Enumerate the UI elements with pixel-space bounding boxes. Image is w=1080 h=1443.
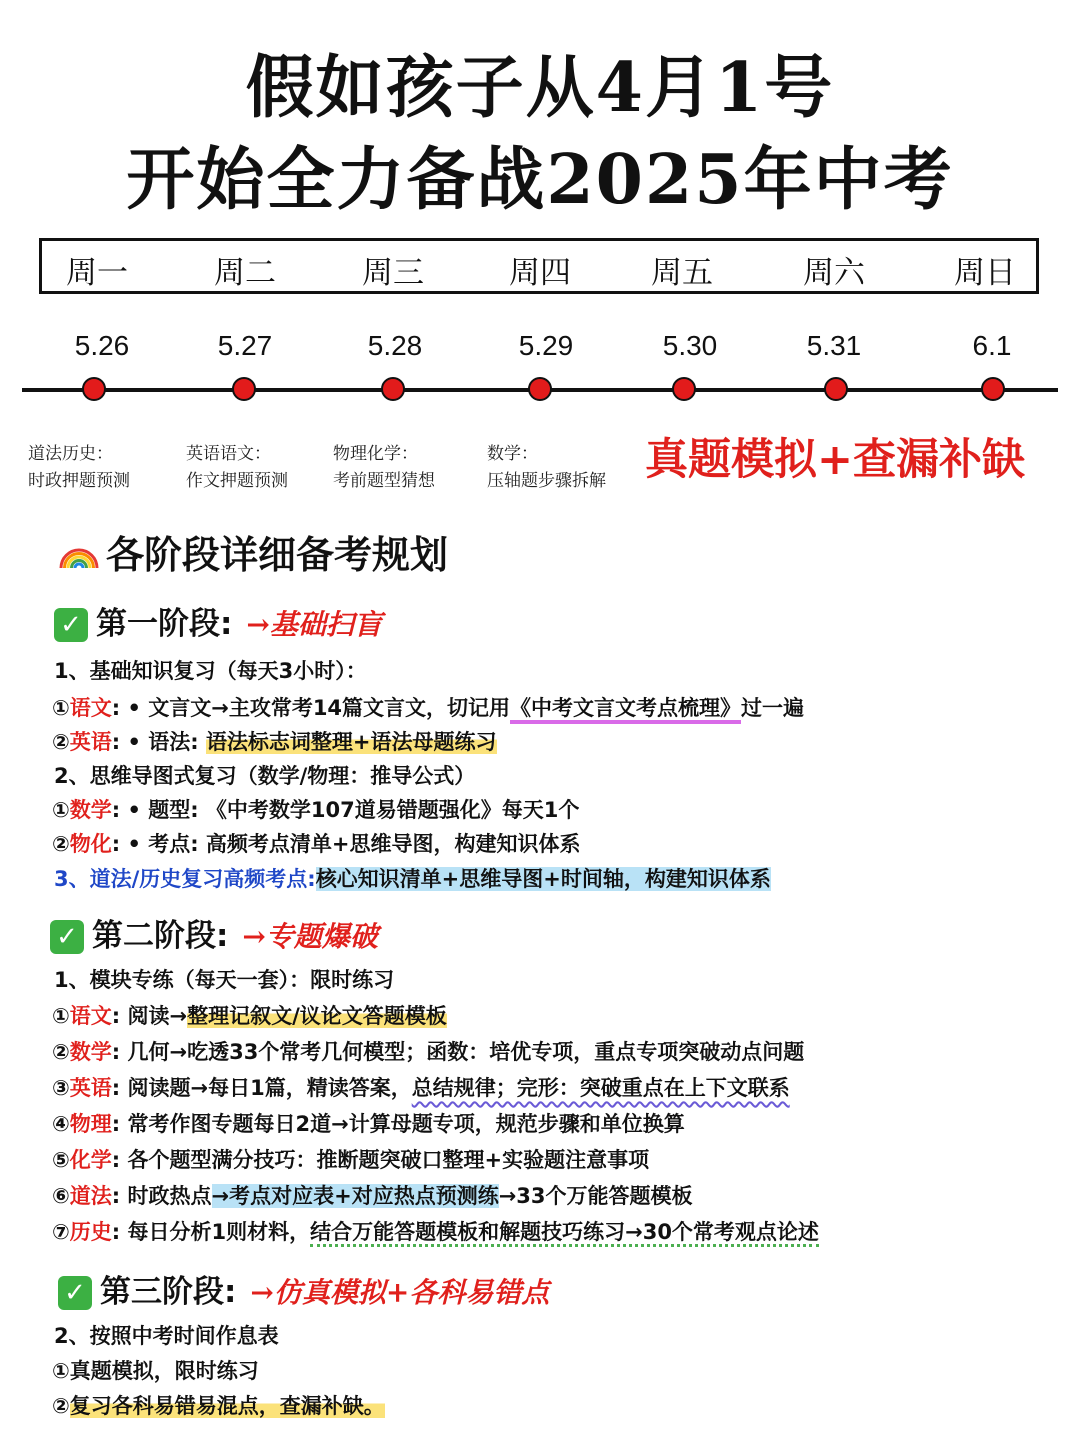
subject-label: 英语 — [69, 730, 112, 754]
subject-task: 作文押题预测 — [186, 471, 288, 491]
highlight-text: 《中考文言文考点梳理》 — [510, 696, 741, 724]
item-title: 3、道法/历史复习高频考点: — [54, 867, 316, 891]
item-mark: ① — [52, 1004, 70, 1028]
subject-task: 压轴题步骤拆解 — [487, 471, 606, 491]
check-icon: ✓ — [58, 1276, 92, 1310]
date-label: 5.31 — [806, 330, 862, 361]
timeline-dot — [824, 377, 848, 401]
plan-heading — [58, 524, 448, 579]
subject-block — [186, 441, 288, 495]
item-text: : 每日分析1则材料， — [111, 1220, 311, 1244]
timeline-dot — [381, 377, 405, 401]
date-label: 5.28 — [367, 330, 423, 361]
stage-2-line — [52, 1216, 819, 1246]
subject-label: 道法 — [69, 1184, 112, 1208]
item-mark: ① — [52, 798, 70, 822]
highlight-text: 结合万能答题模板和解题技巧练习→30个常考观点论述 — [310, 1220, 819, 1247]
item-mark: ② — [52, 832, 70, 856]
date-label: 6.1 — [972, 330, 1012, 361]
item-mark: ⑦ — [52, 1220, 70, 1244]
rainbow-icon — [58, 542, 100, 570]
subject-name: 英语语文： — [186, 444, 271, 464]
highlight-text: 总结规律；完形：突破重点在上下文联系 — [411, 1076, 790, 1100]
check-icon: ✓ — [50, 920, 84, 954]
stage-2-line — [52, 1108, 685, 1138]
stage-2-line — [52, 1000, 447, 1030]
highlight-text: →考点对应表+对应热点预测练 — [211, 1184, 499, 1208]
stage-1-heading — [54, 598, 382, 643]
subject-label: 物理 — [69, 1112, 112, 1136]
weekday-tue: 周二 — [214, 255, 276, 291]
item-text: →33个万能答题模板 — [498, 1184, 693, 1208]
item-text: : 常考作图专题每日2道→计算母题专项，规范步骤和单位换算 — [111, 1112, 685, 1136]
weekday-wed: 周三 — [362, 255, 424, 291]
weekday-thu: 周四 — [509, 255, 571, 291]
item-mark: ① — [52, 696, 70, 720]
date-label: 5.26 — [74, 330, 130, 361]
item-text: : • 题型: 《中考数学107道易错题强化》每天1个 — [111, 798, 580, 822]
stage-1-focus: →基础扫盲 — [246, 608, 382, 641]
subject-label: 化学 — [69, 1148, 112, 1172]
stage-1-math — [52, 794, 579, 824]
stage-3-item: 2、按照中考时间作息表 — [54, 1324, 279, 1348]
timeline-dot — [232, 377, 256, 401]
subject-block — [28, 441, 130, 495]
weekday-mon: 周一 — [66, 255, 128, 291]
highlight-text: 整理记叙文/议论文答题模板 — [187, 1004, 447, 1028]
item-text: : 阅读题→每日1篇，精读答案， — [111, 1076, 412, 1100]
item-mark: ② — [52, 1040, 70, 1064]
stage-1-english — [52, 726, 497, 756]
stage-2-heading — [50, 910, 378, 955]
stage-1-item-2: 2、思维导图式复习（数学/物理：推导公式） — [54, 764, 476, 788]
subject-name: 物理化学： — [333, 444, 418, 464]
weekday-sat: 周六 — [803, 255, 865, 291]
item-mark: ⑥ — [52, 1184, 70, 1208]
stage-2-line — [52, 1036, 804, 1066]
item-mark: ② — [52, 1394, 70, 1418]
check-icon: ✓ — [54, 608, 88, 642]
weekday-sun: 周日 — [954, 255, 1016, 291]
item-text: 过一遍 — [741, 696, 805, 720]
subject-name: 数学： — [487, 444, 538, 464]
weekday-fri: 周五 — [651, 255, 713, 291]
stage-1-physchem — [52, 828, 581, 858]
item-text: : 时政热点 — [111, 1184, 212, 1208]
subject-label: 数学 — [69, 1040, 112, 1064]
item-mark: ② — [52, 730, 70, 754]
highlight-text: 核心知识清单+思维导图+时间轴，构建知识体系 — [315, 867, 771, 891]
plan-heading-text: 各阶段详细备考规划 — [106, 532, 449, 577]
date-label: 5.29 — [518, 330, 574, 361]
stage-2-line — [52, 1144, 649, 1174]
item-text: : 几何→吃透33个常考几何模型；函数：培优专项，重点专项突破动点问题 — [111, 1040, 805, 1064]
timeline-dot — [672, 377, 696, 401]
stage-1-item-1: 1、基础知识复习（每天3小时）： — [54, 659, 367, 683]
slogan: 真题模拟+查漏补缺 — [645, 435, 1026, 485]
highlight-text: 语法标志词整理+语法母题练习 — [205, 730, 497, 754]
subject-block — [333, 441, 435, 495]
stage-1-item-3 — [54, 863, 771, 893]
stage-3-line-1: ①真题模拟，限时练习 — [52, 1359, 259, 1383]
item-text: : • 考点: 高频考点清单+思维导图，构建知识体系 — [111, 832, 581, 856]
stage-3-focus: →仿真模拟+各科易错点 — [250, 1276, 550, 1309]
highlight-text: 复习各科易错易混点，查漏补缺。 — [69, 1394, 385, 1418]
stage-2-item-1: 1、模块专练（每天一套）：限时练习 — [54, 968, 395, 992]
item-mark: ④ — [52, 1112, 70, 1136]
date-label: 5.27 — [217, 330, 273, 361]
timeline-dot — [981, 377, 1005, 401]
title-line-1: 假如孩子从4月1号 — [245, 48, 835, 128]
stage-2-label: 第二阶段: — [92, 918, 229, 954]
subject-label: 英语 — [69, 1076, 112, 1100]
item-text: : 阅读→ — [111, 1004, 188, 1028]
stage-3-heading — [58, 1266, 549, 1311]
subject-task: 考前题型猜想 — [333, 471, 435, 491]
subject-label: 历史 — [69, 1220, 112, 1244]
subject-name: 道法历史： — [28, 444, 113, 464]
stage-2-line — [52, 1180, 693, 1210]
stage-2-line — [52, 1072, 790, 1102]
stage-3-label: 第三阶段: — [100, 1274, 237, 1310]
title-line-2: 开始全力备战2025年中考 — [126, 140, 954, 220]
date-label: 5.30 — [662, 330, 718, 361]
stage-2-focus: →专题爆破 — [242, 920, 378, 953]
subject-block — [487, 441, 606, 495]
subject-task: 时政押题预测 — [28, 471, 130, 491]
item-text: : 各个题型满分技巧：推断题突破口整理+实验题注意事项 — [111, 1148, 650, 1172]
subject-label: 语文 — [69, 696, 112, 720]
item-text: : • 语法: — [111, 730, 206, 754]
stage-1-label: 第一阶段: — [96, 606, 233, 642]
subject-label: 语文 — [69, 1004, 112, 1028]
item-mark: ⑤ — [52, 1148, 70, 1172]
stage-3-line-2 — [52, 1390, 385, 1420]
item-text: : • 文言文→主攻常考14篇文言文，切记用 — [111, 696, 511, 720]
stage-1-chinese — [52, 692, 804, 722]
item-mark: ③ — [52, 1076, 70, 1100]
subject-label: 物化 — [69, 832, 112, 856]
subject-label: 数学 — [69, 798, 112, 822]
timeline-dot — [82, 377, 106, 401]
timeline-dot — [528, 377, 552, 401]
